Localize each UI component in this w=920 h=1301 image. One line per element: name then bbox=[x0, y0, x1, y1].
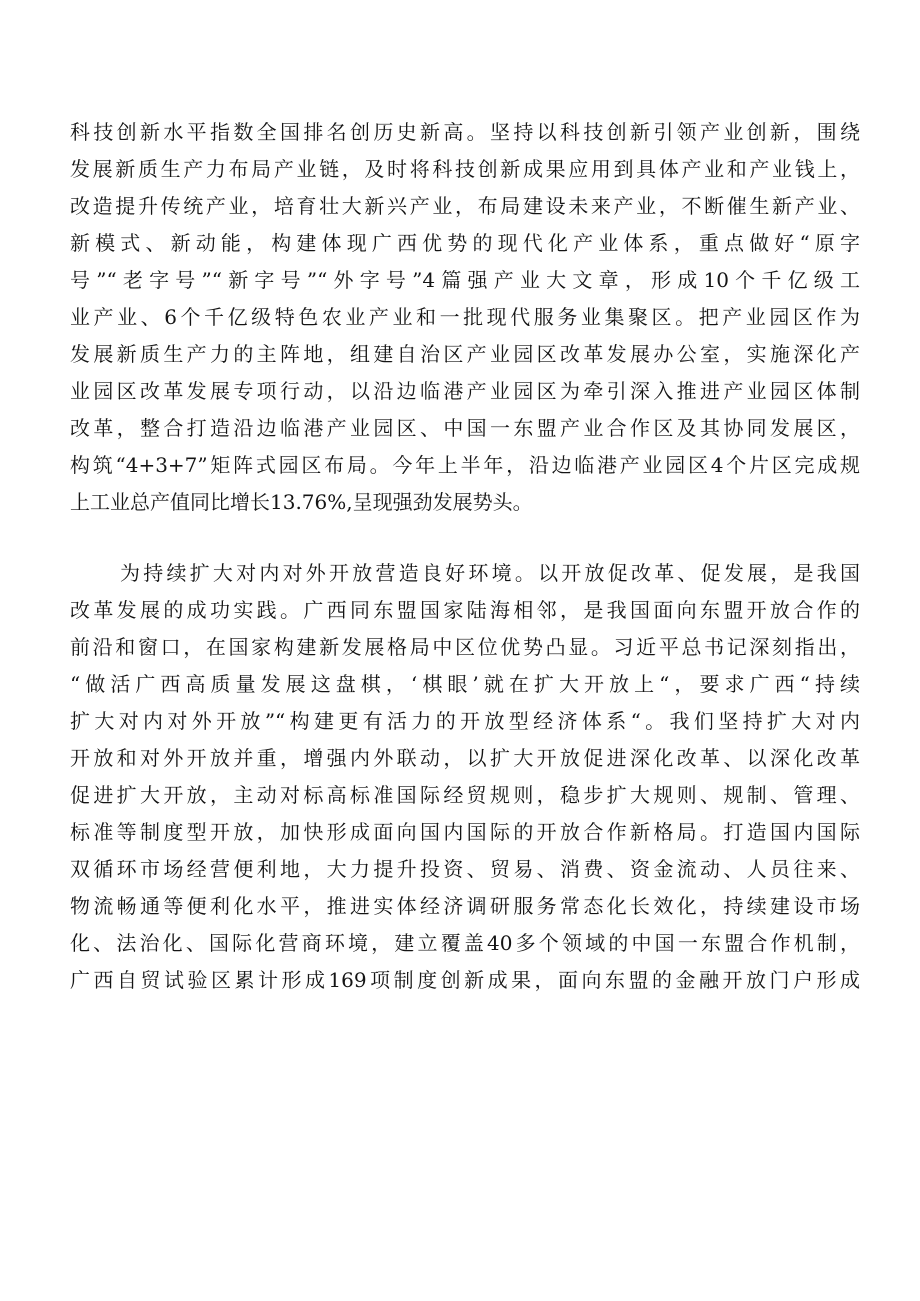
paragraph-1 bbox=[70, 114, 860, 521]
text-line: “做活广西高质量发展这盘棋，‘棋眼’就在扩大开放上“，要求广西“持续 bbox=[70, 672, 860, 696]
text-line: 扩大对内对外开放”“构建更有活力的开放型经济体系“。我们坚持扩大对内 bbox=[70, 709, 860, 733]
text-line: 构筑“4+3+7”矩阵式园区布局。今年上半年，沿边临港产业园区4个片区完成规 bbox=[70, 453, 860, 477]
text-line: 业产业、6个千亿级特色农业产业和一批现代服务业集聚区。把产业园区作为 bbox=[70, 305, 860, 329]
text-line: 科技创新水平指数全国排名创历史新高。坚持以科技创新引领产业创新，围绕 bbox=[70, 120, 860, 144]
text-line: 开放和对外开放并重，增强内外联动，以扩大开放促进深化改革、以深化改革 bbox=[70, 746, 860, 770]
text-line: 改革，整合打造沿边临港产业园区、中国一东盟产业合作区及其协同发展区， bbox=[70, 416, 860, 440]
text-line: 广西自贸试验区累计形成169项制度创新成果，面向东盟的金融开放门户形成 bbox=[70, 968, 860, 992]
text-line: 新模式、新动能，构建体现广西优势的现代化产业体系，重点做好“原字 bbox=[70, 231, 860, 255]
text-line: 改造提升传统产业，培育壮大新兴产业，布局建设未来产业，不断催生新产业、 bbox=[70, 194, 860, 218]
text-line: 化、法治化、国际化营商环境，建立覆盖40多个领域的中国一东盟合作机制， bbox=[70, 931, 860, 955]
text-line: 标准等制度型开放，加快形成面向国内国际的开放合作新格局。打造国内国际 bbox=[70, 820, 860, 844]
text-line: 发展新质生产力布局产业链，及时将科技创新成果应用到具体产业和产业钱上， bbox=[70, 157, 860, 181]
text-line: 上工业总产值同比增长13.76%,呈现强劲发展势头。 bbox=[70, 490, 533, 514]
text-line: 号”“老字号”“新字号”“外字号”4篇强产业大文章，形成10个千亿级工 bbox=[70, 268, 860, 292]
document-body bbox=[70, 114, 860, 999]
text-line: 为持续扩大对内对外开放营造良好环境。以开放促改革、促发展，是我国 bbox=[120, 561, 860, 585]
text-line: 前沿和窗口，在国家构建新发展格局中区位优势凸显。习近平总书记深刻指出， bbox=[70, 635, 860, 659]
text-line: 双循环市场经营便利地，大力提升投资、贸易、消费、资金流动、人员往来、 bbox=[70, 857, 860, 881]
paragraph-2 bbox=[70, 555, 860, 999]
text-line: 改革发展的成功实践。广西同东盟国家陆海相邻，是我国面向东盟开放合作的 bbox=[70, 598, 860, 622]
paragraph-spacer bbox=[70, 521, 860, 555]
text-line: 促进扩大开放，主动对标高标准国际经贸规则，稳步扩大规则、规制、管理、 bbox=[70, 783, 860, 807]
text-line: 业园区改革发展专项行动，以沿边临港产业园区为牵引深入推进产业园区体制 bbox=[70, 379, 860, 403]
text-line: 物流畅通等便利化水平，推进实体经济调研服务常态化长效化，持续建设市场 bbox=[70, 894, 860, 918]
text-line: 发展新质生产力的主阵地，组建自治区产业园区改革发展办公室，实施深化产 bbox=[70, 342, 860, 366]
